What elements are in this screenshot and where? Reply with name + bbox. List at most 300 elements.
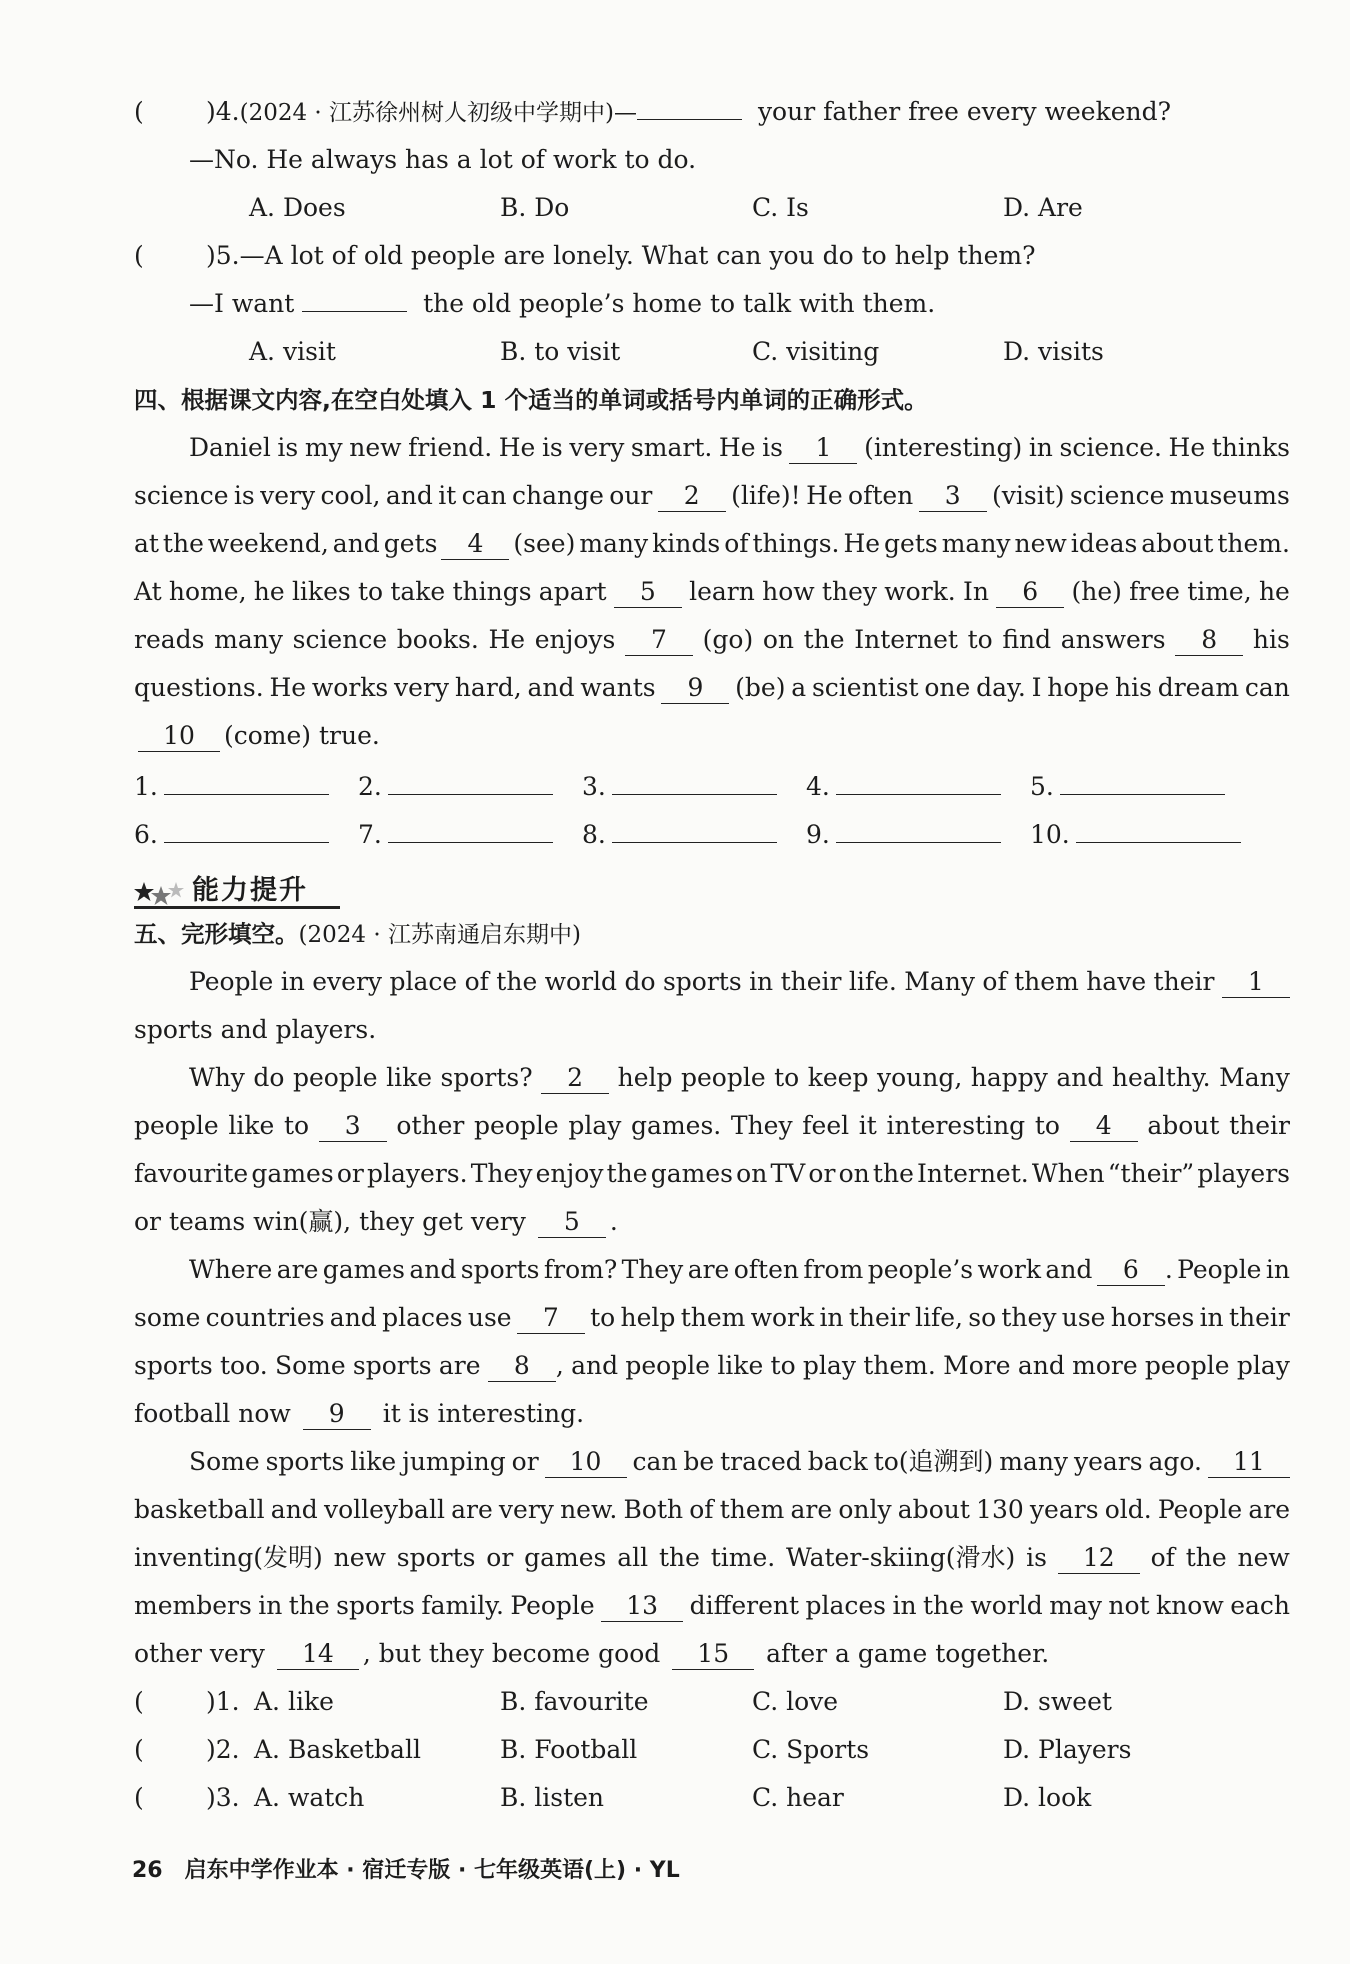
passage-text: Where	[189, 1255, 273, 1284]
passage-line	[134, 524, 1290, 572]
passage-text: new.	[560, 1495, 618, 1524]
answer-bracket[interactable]: (	[134, 1735, 144, 1764]
passage-text: is	[541, 433, 563, 462]
passage-text: back	[807, 1447, 868, 1476]
banner-underline	[134, 906, 340, 909]
option-a[interactable]: A. Basketball	[254, 1735, 421, 1764]
passage-text: life.	[848, 967, 897, 996]
question-number: )2.	[206, 1735, 240, 1764]
option-b[interactable]: B. listen	[500, 1783, 605, 1812]
blank-group	[789, 428, 857, 468]
passage-text: are	[790, 1495, 833, 1524]
passage-text: games.	[631, 1111, 722, 1140]
numbered-blank[interactable]: 14	[277, 1639, 359, 1670]
passage-text: “their”	[1107, 1159, 1195, 1188]
passage-text: work.	[884, 577, 956, 606]
mc-head	[134, 1730, 240, 1770]
passage-line	[134, 668, 1290, 716]
passage-text: or	[336, 1159, 364, 1188]
passage-text: to	[774, 1063, 800, 1092]
passage-text: people	[681, 1063, 766, 1092]
passage-text: He	[843, 529, 881, 558]
heading-source: (2024 · 江苏南通启东期中)	[298, 922, 581, 948]
passage-text: He	[498, 433, 536, 462]
numbered-blank[interactable]: 9	[303, 1399, 371, 1430]
option-d[interactable]: D. sweet	[1003, 1687, 1112, 1716]
option-d[interactable]: D. visits	[1003, 337, 1104, 366]
blank-group	[1208, 1442, 1290, 1482]
question-number: )4.	[206, 97, 240, 126]
passage-line	[134, 572, 1290, 620]
passage-text: them.	[1217, 529, 1290, 558]
answer-blank[interactable]	[302, 311, 407, 312]
passage-text: sports	[134, 1351, 213, 1380]
passage-text: jumping	[402, 1447, 506, 1476]
passage-text: games	[251, 1159, 334, 1188]
passage-text: change	[512, 481, 604, 510]
passage-text: it	[858, 1111, 877, 1140]
section-5-heading	[134, 914, 1290, 962]
passage-text: countries	[205, 1303, 325, 1332]
blank-group	[1175, 620, 1243, 660]
blank-group	[1222, 962, 1290, 1002]
passage-text: work	[977, 1255, 1042, 1284]
passage-line	[134, 1442, 1290, 1490]
passage-text: like	[350, 1447, 397, 1476]
passage-text: He	[806, 481, 843, 510]
passage-text: some	[134, 1303, 201, 1332]
answer-slot	[806, 812, 1001, 855]
answer-row	[134, 764, 1290, 812]
passage-text: of	[724, 529, 749, 558]
passage-text: every	[312, 967, 383, 996]
option-b[interactable]: B. to visit	[500, 337, 621, 366]
passage-text: from	[803, 1255, 864, 1284]
passage-text: the	[496, 967, 538, 996]
passage-text: Internet	[854, 625, 958, 654]
passage-text: things.	[752, 529, 840, 558]
numbered-blank[interactable]: 7	[517, 1303, 585, 1334]
numbered-blank[interactable]: 8	[1175, 625, 1243, 656]
blank-group	[441, 524, 509, 564]
blank-group	[614, 572, 682, 612]
passage-line	[134, 1298, 1290, 1346]
passage-text: sports	[265, 1447, 345, 1476]
answer-label: 2.	[358, 772, 382, 801]
passage-text: gets	[884, 529, 938, 558]
question-5-reply	[134, 284, 1290, 332]
passage-text: many	[214, 625, 283, 654]
option-b[interactable]: B. favourite	[500, 1687, 649, 1716]
passage-text: games	[650, 1159, 733, 1188]
blank-group	[1097, 1250, 1173, 1290]
blank-group	[661, 668, 729, 708]
numbered-blank[interactable]: 3	[919, 481, 987, 512]
passage-text: their	[1229, 1111, 1290, 1140]
answer-slot	[1030, 764, 1225, 807]
passage-line	[134, 1250, 1290, 1298]
passage-text: on	[838, 1159, 870, 1188]
numbered-blank[interactable]: 6	[1097, 1255, 1165, 1286]
passage-text: free	[1129, 577, 1180, 606]
answer-line[interactable]	[388, 812, 553, 843]
passage-text: People	[1177, 1255, 1262, 1284]
passage-text: in	[749, 967, 774, 996]
numbered-blank[interactable]: 4	[441, 529, 509, 560]
numbered-blank[interactable]: 2	[541, 1063, 609, 1094]
passage-text: after a game together.	[758, 1639, 1050, 1668]
numbered-blank[interactable]: 3	[319, 1111, 387, 1142]
passage-text: many	[999, 1447, 1069, 1476]
passage-text: and	[332, 529, 380, 558]
passage-text: sports and players.	[134, 1015, 377, 1044]
passage-text: apart	[538, 577, 607, 606]
passage-line	[134, 1106, 1290, 1154]
passage-text: Some	[274, 1351, 346, 1380]
passage-text: their	[1153, 967, 1215, 996]
numbered-blank[interactable]: 6	[996, 577, 1064, 608]
passage-text: and	[409, 1255, 457, 1284]
option-d[interactable]: D. Are	[1003, 193, 1083, 222]
passage-text: ago.	[1148, 1447, 1202, 1476]
passage-text: ideas	[1070, 529, 1138, 558]
passage-text: to	[590, 1303, 616, 1332]
passage-text: favourite	[134, 1159, 249, 1188]
passage-text: time.	[710, 1543, 776, 1572]
blank-group	[1058, 1538, 1140, 1578]
passage-text: In	[963, 577, 989, 606]
answer-bracket[interactable]: (	[134, 1783, 144, 1812]
numbered-blank[interactable]: 4	[1070, 1111, 1138, 1142]
option-a[interactable]: A. Does	[249, 193, 346, 222]
passage-text: They	[621, 1255, 684, 1284]
option-d[interactable]: D. look	[1003, 1783, 1092, 1812]
option-a[interactable]: A. watch	[254, 1783, 365, 1812]
passage-text: use	[1061, 1303, 1106, 1332]
passage-text: questions.	[134, 673, 264, 702]
passage-text: and	[1056, 1063, 1104, 1092]
passage-text: world	[970, 1591, 1043, 1620]
passage-text: sports?	[440, 1063, 533, 1092]
numbered-blank[interactable]: 13	[601, 1591, 683, 1622]
numbered-blank[interactable]: 9	[661, 673, 729, 704]
passage-text: (be)	[735, 673, 786, 702]
passage-line	[134, 1202, 1290, 1250]
passage-text: the	[803, 625, 845, 654]
passage-text: basketball	[134, 1495, 265, 1524]
blank-group	[919, 476, 987, 516]
passage-text: their	[1228, 1303, 1290, 1332]
passage-text: family.	[421, 1591, 504, 1620]
passage-text: so	[968, 1303, 997, 1332]
option-c[interactable]: C. love	[752, 1687, 839, 1716]
passage-text: Why	[189, 1063, 245, 1092]
passage-text: the	[658, 1543, 700, 1572]
passage-line	[134, 1058, 1290, 1106]
answer-line[interactable]	[1060, 764, 1225, 795]
passage-text: and	[1017, 1351, 1065, 1380]
answer-row	[134, 812, 1290, 860]
passage-text: help	[620, 1303, 676, 1332]
passage-text: (life)!	[731, 481, 801, 510]
passage-text: often	[733, 1255, 799, 1284]
passage-text: are	[451, 1495, 493, 1524]
passage-text: healthy.	[1111, 1063, 1211, 1092]
passage-text: do	[624, 967, 656, 996]
passage-text: are	[438, 1351, 481, 1380]
passage-text: (visit)	[992, 481, 1065, 510]
passage-text: new	[349, 433, 402, 462]
passage-line	[134, 1010, 1290, 1058]
passage-line	[134, 1634, 1290, 1682]
passage-text: them	[680, 1303, 746, 1332]
passage-text: TV	[770, 1159, 806, 1188]
passage-text: do	[253, 1063, 285, 1092]
passage-text: many	[579, 529, 649, 558]
blank-group	[672, 1639, 754, 1668]
passage-text: sports	[352, 1351, 432, 1380]
mc-head	[134, 1682, 240, 1722]
passage-text: museums	[1169, 481, 1290, 510]
book-title: 启东中学作业本 · 宿迁专版 · 七年级英语(上) · YL	[184, 1858, 680, 1883]
answer-slot	[134, 812, 329, 855]
passage-text: Both	[623, 1495, 684, 1524]
passage-line	[134, 962, 1290, 1010]
mc-question	[134, 1682, 1290, 1730]
numbered-blank[interactable]: 8	[488, 1351, 556, 1382]
passage-text: science	[1069, 481, 1165, 510]
answer-line[interactable]	[388, 764, 553, 795]
blank-group	[138, 721, 220, 750]
blank-group	[277, 1639, 359, 1668]
passage-text: time,	[1187, 577, 1252, 606]
blank-group	[1070, 1106, 1138, 1146]
passage-text: their	[848, 1303, 910, 1332]
passage-line	[134, 620, 1290, 668]
answer-bracket[interactable]: (	[134, 1687, 144, 1716]
passage-text: different	[689, 1591, 800, 1620]
passage-text: of	[982, 967, 1007, 996]
answer-line[interactable]	[612, 764, 777, 795]
passage-text: thinks	[1211, 433, 1290, 462]
answer-line[interactable]	[612, 812, 777, 843]
passage-text: all	[617, 1543, 649, 1572]
answer-bracket[interactable]: (	[134, 97, 144, 126]
passage-text: their	[780, 967, 842, 996]
passage-text: people	[1144, 1351, 1230, 1380]
passage-text: place	[389, 967, 458, 996]
passage-text: Water-skiing(滑水)	[786, 1543, 1016, 1572]
passage-text: science	[292, 625, 388, 654]
answer-blank[interactable]	[637, 119, 742, 120]
passage-text: and	[270, 1495, 318, 1524]
passage-text: players	[1197, 1159, 1290, 1188]
option-a[interactable]: A. like	[254, 1687, 334, 1716]
passage-text: years	[1029, 1495, 1099, 1524]
heading-text: 五、完形填空。	[134, 920, 299, 948]
answer-label: 4.	[806, 772, 830, 801]
passage-line	[134, 1538, 1290, 1586]
passage-text: it	[438, 481, 457, 510]
numbered-blank[interactable]: 5	[614, 577, 682, 608]
passage-text: Internet.	[917, 1159, 1029, 1188]
numbered-blank[interactable]: 10	[138, 721, 220, 752]
page-content	[134, 92, 1290, 1826]
passage-text: home,	[168, 577, 247, 606]
passage-line	[134, 1154, 1290, 1202]
passage-text: each	[1230, 1591, 1290, 1620]
passage-text: (go)	[702, 625, 754, 654]
answer-label: 10.	[1030, 820, 1070, 849]
passage-text: Many	[904, 967, 976, 996]
passage-text: on	[736, 1159, 768, 1188]
mc-head	[134, 1778, 240, 1818]
answer-bracket[interactable]: (	[134, 241, 144, 270]
option-c[interactable]: C. Is	[752, 193, 809, 222]
passage-text: one	[924, 673, 971, 702]
passage-text: interesting	[886, 1111, 1026, 1140]
passage-line	[134, 1586, 1290, 1634]
passage-text: to(追溯到)	[873, 1447, 994, 1476]
passage-text: the	[162, 529, 204, 558]
passage-text: wants	[580, 673, 656, 702]
passage-text: reads	[134, 625, 205, 654]
numbered-blank[interactable]: 15	[672, 1639, 754, 1670]
passage-text: world	[544, 967, 618, 996]
passage-text: his	[1114, 673, 1152, 702]
passage-text: (see)	[513, 529, 576, 558]
passage-text: know	[1156, 1591, 1224, 1620]
answer-line[interactable]	[836, 764, 1001, 795]
passage-text: is	[1026, 1543, 1047, 1572]
answer-line[interactable]	[1076, 812, 1241, 843]
passage-text: play	[1236, 1351, 1290, 1380]
blank-group	[517, 1298, 585, 1338]
passage-text: football now	[134, 1399, 299, 1428]
answer-slot	[582, 764, 777, 807]
passage-text: often	[848, 481, 914, 510]
numbered-blank[interactable]: 2	[658, 481, 726, 512]
passage-text: or	[511, 1447, 539, 1476]
passage-text: inventing(发明)	[134, 1543, 323, 1572]
passage-text: them	[1014, 967, 1079, 996]
option-c[interactable]: C. hear	[752, 1783, 844, 1812]
answer-line[interactable]	[836, 812, 1001, 843]
passage-text: People	[1157, 1495, 1243, 1524]
numbered-blank[interactable]: 1	[789, 433, 857, 464]
question-number: )3.	[206, 1783, 240, 1812]
page-footer	[132, 1853, 680, 1884]
passage-text: He	[1168, 433, 1206, 462]
passage-text: They	[730, 1111, 793, 1140]
passage-text: weekend,	[207, 529, 329, 558]
passage-text: the	[288, 1591, 330, 1620]
answer-line[interactable]	[164, 812, 329, 843]
answer-label: 9.	[806, 820, 830, 849]
passage-text: to	[357, 577, 384, 606]
passage-text: traced	[720, 1447, 802, 1476]
passage-text: members	[134, 1591, 252, 1620]
passage-text: very	[394, 673, 450, 702]
numbered-blank[interactable]: 5	[538, 1207, 606, 1238]
option-d[interactable]: D. Players	[1003, 1735, 1132, 1764]
passage-text: happy	[970, 1063, 1048, 1092]
question-number: )5.	[206, 241, 240, 270]
passage-text: to	[283, 1111, 310, 1140]
passage-text: Many	[1219, 1063, 1290, 1092]
passage-text: may	[1049, 1591, 1102, 1620]
passage-text: use	[467, 1303, 512, 1332]
numbered-blank[interactable]: 11	[1208, 1447, 1290, 1478]
question-5-options	[134, 332, 1290, 380]
blank-group	[601, 1586, 683, 1626]
passage-line	[134, 476, 1290, 524]
blank-group	[488, 1346, 564, 1386]
passage-text: is	[233, 481, 255, 510]
passage-text: and	[1045, 1255, 1093, 1284]
passage-text: answers	[1060, 625, 1166, 654]
numbered-blank[interactable]: 1	[1222, 967, 1290, 998]
option-b[interactable]: B. Do	[500, 193, 570, 222]
blank-group	[541, 1058, 609, 1098]
passage-text: our	[609, 481, 653, 510]
passage-text: he	[1258, 577, 1290, 606]
passage-text: other	[396, 1111, 465, 1140]
passage-text: (come) true.	[224, 721, 380, 750]
passage-text: too.	[220, 1351, 268, 1380]
passage-text: to	[967, 625, 993, 654]
answer-line[interactable]	[164, 764, 329, 795]
option-c[interactable]: C. visiting	[752, 337, 880, 366]
blank-group	[303, 1399, 371, 1428]
passage-text: help	[617, 1063, 673, 1092]
section-5-passage	[134, 962, 1290, 1682]
passage-text: to	[770, 1351, 796, 1380]
passage-text: cool,	[320, 481, 381, 510]
passage-text: hard,	[454, 673, 522, 702]
passage-text: scientist	[811, 673, 919, 702]
question-text: —A lot of old people are lonely. What can you do to help them?	[239, 241, 1036, 270]
passage-text: he	[253, 577, 285, 606]
blank-group	[658, 476, 726, 516]
passage-text: He	[718, 433, 756, 462]
passage-text: are	[1248, 1495, 1290, 1524]
passage-line	[134, 1490, 1290, 1538]
answer-slot	[1030, 812, 1241, 855]
passage-text: they	[1001, 1303, 1057, 1332]
question-4	[134, 92, 1290, 140]
numbered-blank[interactable]: 10	[545, 1447, 627, 1478]
passage-text: horses	[1110, 1303, 1195, 1332]
option-a[interactable]: A. visit	[249, 337, 336, 366]
passage-text: sports	[662, 967, 742, 996]
passage-text: about	[1147, 1111, 1220, 1140]
passage-line	[134, 1394, 1290, 1442]
passage-text: people	[292, 1063, 378, 1092]
option-b[interactable]: B. Football	[500, 1735, 638, 1764]
passage-text: books.	[396, 625, 479, 654]
answer-label: 1.	[134, 772, 158, 801]
passage-text: I	[1031, 673, 1042, 702]
numbered-blank[interactable]: 7	[625, 625, 693, 656]
passage-text: many	[941, 529, 1011, 558]
passage-line	[134, 1346, 1290, 1394]
punctuation: .	[1164, 1255, 1173, 1284]
option-c[interactable]: C. Sports	[752, 1735, 870, 1764]
numbered-blank[interactable]: 12	[1058, 1543, 1140, 1574]
stars-icon	[134, 878, 190, 908]
passage-text: his	[1252, 625, 1290, 654]
